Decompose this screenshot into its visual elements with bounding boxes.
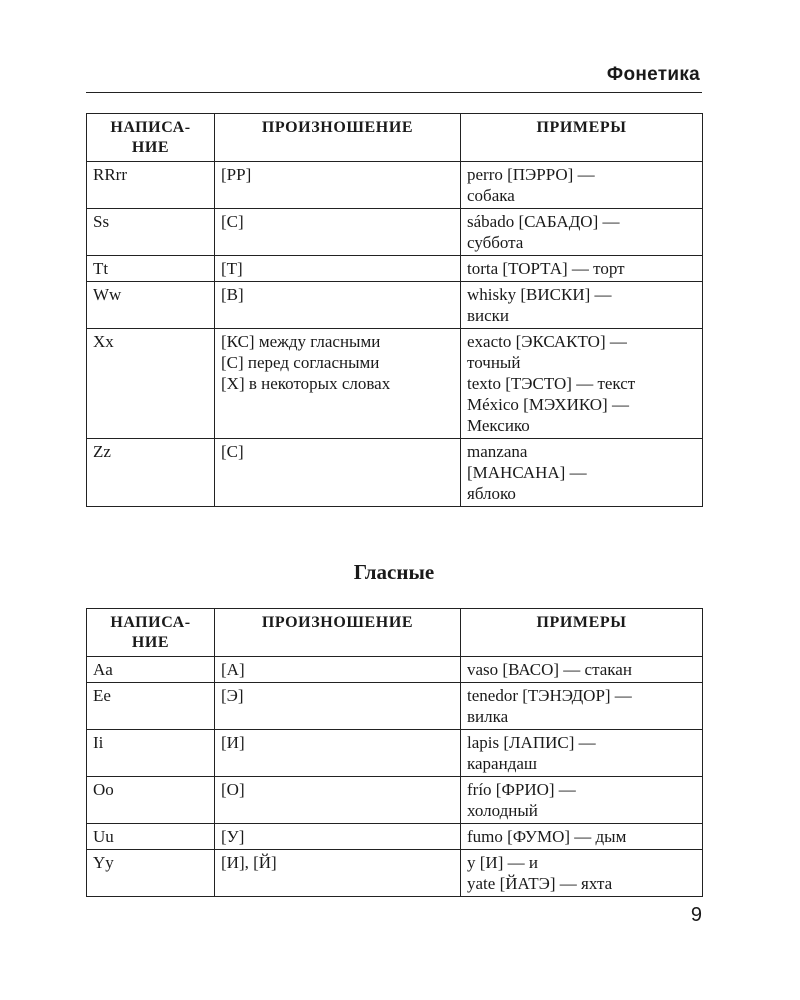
cell-pronunciation: [215, 824, 461, 850]
section-title-vowels: Гласные: [353, 560, 435, 584]
pronunciation-line: [Х] в некоторых словах: [221, 374, 391, 393]
pronunciation-line: [Э]: [221, 686, 244, 705]
cell-spelling: RRrr: [87, 162, 215, 209]
table-row: [87, 777, 703, 824]
page-number: 9: [690, 904, 702, 926]
examples-line: sábado [САБАДО] —: [467, 212, 620, 231]
examples-line: manzana: [467, 442, 528, 461]
examples-line: frío [ФРИО] —: [467, 780, 576, 799]
cell-pronunciation: [215, 256, 461, 282]
header-spelling: НАПИСА- НИЕ: [87, 609, 215, 657]
examples-line: whisky [ВИСКИ] —: [467, 285, 612, 304]
table-row: [87, 282, 703, 329]
cell-pronunciation: [215, 730, 461, 777]
examples-line: [МАНСАНА] —: [467, 463, 587, 482]
cell-pronunciation: [215, 162, 461, 209]
cell-examples: [461, 657, 703, 683]
examples-line: суббота: [467, 233, 524, 252]
cell-spelling: Oo: [87, 777, 215, 824]
examples-line: яблоко: [467, 484, 516, 503]
cell-spelling: Ee: [87, 683, 215, 730]
table-row: [87, 657, 703, 683]
header-row: [87, 609, 703, 657]
vowels-table: [86, 608, 703, 897]
examples-line: вилка: [467, 707, 509, 726]
pronunciation-line: [РР]: [221, 165, 252, 184]
table-row: [87, 439, 703, 507]
examples-line: карандаш: [467, 754, 537, 773]
header-pronunciation: ПРОИЗНОШЕНИЕ: [215, 114, 461, 162]
examples-line: собака: [467, 186, 515, 205]
examples-line: y [И] — и: [467, 853, 538, 872]
cell-spelling: Tt: [87, 256, 215, 282]
table-row: [87, 162, 703, 209]
running-head: Фонетика: [606, 64, 700, 85]
table-row: [87, 329, 703, 439]
examples-line: точный: [467, 353, 521, 372]
examples-line: lapis [ЛАПИС] —: [467, 733, 596, 752]
pronunciation-line: [О]: [221, 780, 245, 799]
cell-spelling: Ww: [87, 282, 215, 329]
examples-line: texto [ТЭСТО] — текст: [467, 374, 636, 393]
examples-line: виски: [467, 306, 510, 325]
consonants-table: [86, 113, 703, 507]
cell-spelling: Ii: [87, 730, 215, 777]
cell-pronunciation: [215, 657, 461, 683]
pronunciation-line: [В]: [221, 285, 244, 304]
cell-pronunciation: [215, 850, 461, 897]
table-row: [87, 850, 703, 897]
pronunciation-line: [И], [Й]: [221, 853, 277, 872]
examples-line: Мексико: [467, 416, 530, 435]
table-row: [87, 683, 703, 730]
cell-examples: [461, 256, 703, 282]
examples-line: холодный: [467, 801, 538, 820]
pronunciation-line: [И]: [221, 733, 245, 752]
table-row: [87, 209, 703, 256]
cell-examples: [461, 162, 703, 209]
cell-examples: [461, 683, 703, 730]
cell-examples: [461, 329, 703, 439]
cell-spelling: Ss: [87, 209, 215, 256]
pronunciation-line: [С] перед согласными: [221, 353, 380, 372]
cell-pronunciation: [215, 282, 461, 329]
cell-spelling: Aa: [87, 657, 215, 683]
cell-examples: [461, 730, 703, 777]
table-row: [87, 256, 703, 282]
examples-line: fumo [ФУМО] — дым: [467, 827, 627, 846]
cell-spelling: Xx: [87, 329, 215, 439]
examples-line: tenedor [ТЭНЭДОР] —: [467, 686, 632, 705]
header-pronunciation: ПРОИЗНОШЕНИЕ: [215, 609, 461, 657]
header-examples: ПРИМЕРЫ: [461, 609, 703, 657]
table-row: [87, 730, 703, 777]
examples-line: vaso [ВАСО] — стакан: [467, 660, 632, 679]
cell-examples: [461, 824, 703, 850]
cell-examples: [461, 282, 703, 329]
pronunciation-line: [С]: [221, 212, 244, 231]
header-rule: [86, 92, 702, 93]
pronunciation-line: [Т]: [221, 259, 243, 278]
pronunciation-line: [У]: [221, 827, 245, 846]
cell-spelling: Uu: [87, 824, 215, 850]
cell-pronunciation: [215, 777, 461, 824]
examples-line: México [МЭХИКО] —: [467, 395, 629, 414]
cell-examples: [461, 439, 703, 507]
cell-pronunciation: [215, 439, 461, 507]
cell-examples: [461, 777, 703, 824]
cell-examples: [461, 209, 703, 256]
pronunciation-line: [А]: [221, 660, 245, 679]
header-examples: ПРИМЕРЫ: [461, 114, 703, 162]
cell-pronunciation: [215, 209, 461, 256]
cell-pronunciation: [215, 683, 461, 730]
table-row: [87, 824, 703, 850]
header-row: [87, 114, 703, 162]
cell-pronunciation: [215, 329, 461, 439]
examples-line: yate [ЙАТЭ] — яхта: [467, 874, 613, 893]
cell-examples: [461, 850, 703, 897]
pronunciation-line: [КС] между гласными: [221, 332, 381, 351]
cell-spelling: Yy: [87, 850, 215, 897]
pronunciation-line: [С]: [221, 442, 244, 461]
header-spelling: НАПИСА- НИЕ: [87, 114, 215, 162]
examples-line: torta [ТОРТА] — торт: [467, 259, 625, 278]
examples-line: exacto [ЭКСАКТО] —: [467, 332, 627, 351]
cell-spelling: Zz: [87, 439, 215, 507]
examples-line: perro [ПЭРРО] —: [467, 165, 595, 184]
